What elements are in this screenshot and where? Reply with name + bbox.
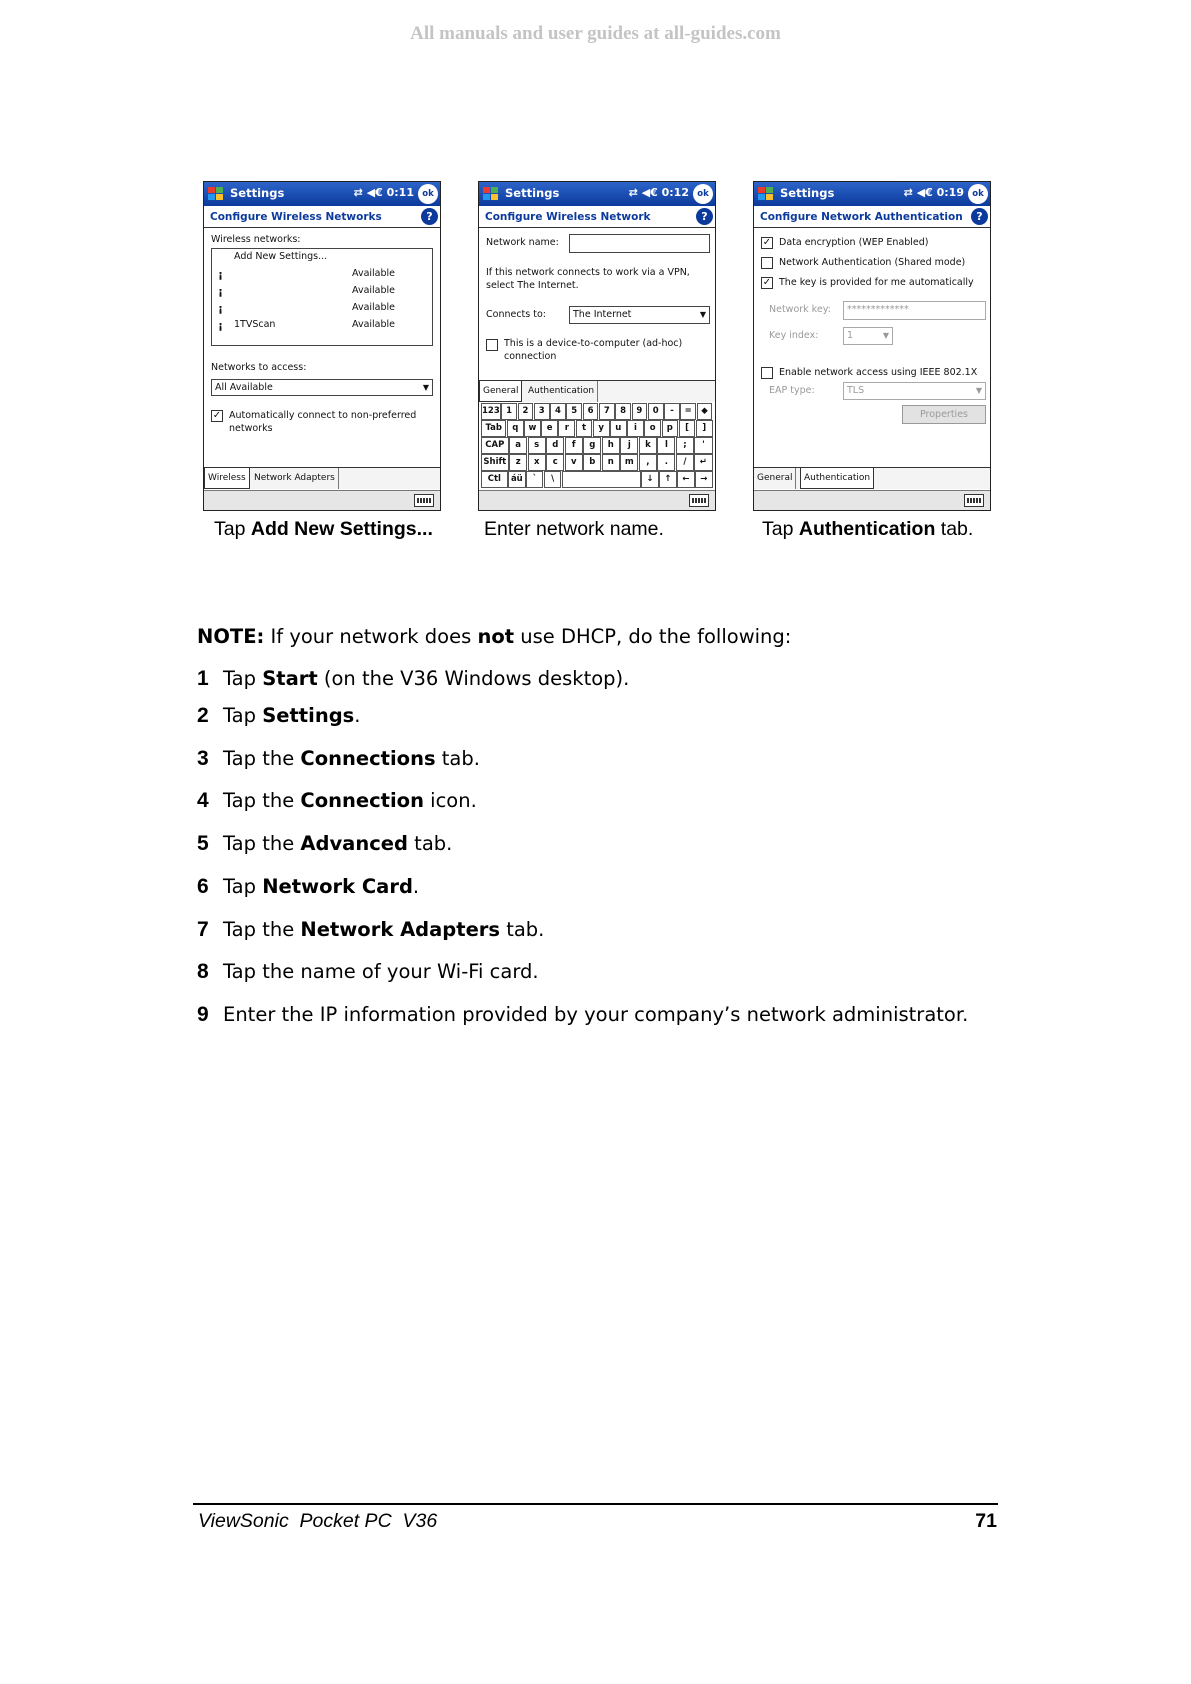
title-bar (754, 182, 990, 206)
adhoc-checkbox[interactable] (486, 339, 498, 351)
step-text-post: . (354, 704, 361, 727)
network-antenna-icon: ¡ (218, 319, 224, 332)
keyboard-key[interactable]: t (576, 420, 593, 437)
network-name: Add New Settings... (234, 251, 328, 262)
note-text: use DHCP, do the following: (514, 625, 792, 648)
step-number: 5 (197, 832, 209, 855)
caption-screen-1 (214, 518, 433, 541)
keyboard-row (481, 454, 713, 471)
data-encryption-checkbox[interactable]: ✓ (762, 237, 772, 248)
adhoc-label: This is a device-to-computer (ad-hoc) (504, 338, 683, 349)
tab-authentication[interactable]: Authentication (525, 381, 598, 402)
arrow-left-key[interactable]: ← (677, 471, 694, 488)
network-key-input[interactable] (843, 301, 986, 320)
keyboard-key[interactable]: q (507, 420, 524, 437)
step-text-bold: Network Card (262, 875, 413, 898)
title-text: Settings (230, 186, 285, 200)
keyboard-icon[interactable] (414, 494, 434, 507)
keyboard-key[interactable]: x (528, 454, 546, 471)
eap-type-label: EAP type: (769, 385, 815, 396)
watermark: All manuals and user guides at all-guides.com (410, 23, 781, 44)
keyboard-icon[interactable] (689, 494, 709, 507)
auto-connect-checkbox[interactable]: ✓ (212, 410, 222, 421)
key-provided-label: The key is provided for me automatically (779, 277, 974, 288)
network-authentication-checkbox[interactable] (761, 257, 773, 269)
status-icons: ⇄ ◀€ 0:12 (628, 186, 689, 199)
caption-bold: Add New Settings... (250, 518, 433, 540)
keyboard-key[interactable]: f (565, 437, 583, 454)
list-item[interactable] (212, 318, 432, 335)
chevron-down-icon: ▼ (699, 310, 706, 319)
arrow-down-key[interactable]: ↓ (641, 471, 658, 488)
keyboard-key[interactable]: 8 (615, 403, 631, 420)
step-number: 4 (197, 789, 209, 812)
screenshot-network-authentication (753, 181, 991, 511)
keyboard-row (481, 437, 713, 454)
keyboard-key[interactable]: áü (508, 471, 525, 488)
page-number: 71 (975, 1510, 997, 1532)
step-text-bold: Settings (262, 704, 355, 727)
keyboard-key[interactable]: g (583, 437, 601, 454)
windows-flag-icon[interactable] (482, 185, 500, 203)
keyboard-key[interactable]: ` (526, 471, 543, 488)
networks-to-access-select[interactable] (211, 379, 433, 396)
step-text (223, 832, 452, 855)
keyboard-key[interactable]: c (546, 454, 564, 471)
screenshot-wireless-networks (203, 181, 441, 511)
network-antenna-icon: ¡ (218, 302, 224, 315)
keyboard-key[interactable]: ] (696, 420, 713, 437)
keyboard-key[interactable]: r (558, 420, 575, 437)
keyboard-key[interactable]: \ (544, 471, 561, 488)
help-icon[interactable]: ? (971, 208, 988, 225)
vpn-hint: If this network connects to work via a VPN, (486, 267, 690, 278)
header-title: Configure Wireless Networks (210, 211, 382, 223)
keyboard-key[interactable]: 9 (632, 403, 648, 420)
help-icon[interactable]: ? (421, 208, 438, 225)
list-item[interactable] (212, 284, 432, 301)
keyboard-key[interactable]: w (524, 420, 541, 437)
keyboard-key[interactable]: = (680, 403, 696, 420)
keyboard-key[interactable]: 7 (599, 403, 615, 420)
keyboard-key[interactable]: [ (679, 420, 696, 437)
title-text: Settings (505, 186, 560, 200)
tab-key[interactable]: Tab (481, 420, 506, 437)
tab-bar (754, 467, 990, 489)
keyboard-key[interactable]: i (627, 420, 644, 437)
step-text-bold: Network Adapters (300, 918, 501, 941)
keyboard-key[interactable]: b (583, 454, 601, 471)
wireless-networks-label: Wireless networks: (211, 234, 301, 245)
chevron-down-icon: ▼ (422, 383, 429, 392)
networks-to-access-label: Networks to access: (211, 362, 307, 373)
page-header (754, 206, 990, 228)
step-number: 1 (197, 667, 209, 690)
step-text (223, 789, 477, 812)
keyboard-key[interactable]: h (602, 437, 620, 454)
ok-button[interactable]: ok (968, 184, 988, 204)
network-name: 1TVScan (234, 319, 276, 330)
network-status: Available (352, 268, 396, 279)
step-number: 6 (197, 875, 209, 898)
step-text-pre: Tap the (223, 789, 301, 812)
keyboard-key[interactable]: 0 (648, 403, 664, 420)
keyboard-key[interactable]: ; (676, 437, 694, 454)
keyboard-row (481, 403, 713, 420)
network-authentication-label: Network Authentication (Shared mode) (779, 257, 966, 268)
enter-key[interactable]: ↵ (694, 454, 712, 471)
properties-button[interactable]: Properties (902, 405, 986, 424)
step-text-pre: Tap the (223, 832, 301, 855)
note-text: If your network does (264, 625, 478, 648)
caption-bold: Authentication (798, 518, 936, 540)
eap-type-value: TLS (847, 385, 865, 396)
vpn-hint: select The Internet. (486, 280, 579, 291)
caps-key[interactable]: CAP (481, 437, 509, 454)
keyboard-key[interactable]: u (610, 420, 627, 437)
tab-bar (204, 467, 440, 489)
step-text-post: tab. (435, 747, 480, 770)
step-text (223, 918, 544, 941)
tab-network-adapters[interactable]: Network Adapters (251, 468, 339, 489)
ieee-label: Enable network access using IEEE 802.1X (779, 367, 978, 378)
networks-list (211, 248, 433, 346)
auto-connect-label: networks (229, 423, 273, 434)
keyboard-key[interactable]: s (528, 437, 546, 454)
keyboard-key[interactable]: z (509, 454, 527, 471)
tab-bar (479, 380, 715, 402)
step-text-pre: Tap the (223, 747, 301, 770)
keyboard-key[interactable]: l (657, 437, 675, 454)
backspace-key[interactable]: ◆ (697, 403, 713, 420)
keyboard-key[interactable]: p (662, 420, 679, 437)
key-index-select[interactable] (843, 327, 893, 345)
step-text-bold: Advanced (300, 832, 408, 855)
network-name-input[interactable] (569, 234, 710, 253)
page-header (479, 206, 715, 228)
adhoc-label: connection (504, 351, 557, 362)
step-text-bold: Connection (300, 789, 424, 812)
caption-text: Tap (214, 518, 251, 540)
network-name-label: Network name: (486, 237, 559, 248)
menu-bar (204, 490, 440, 510)
step-text-post: . (412, 875, 420, 898)
key-provided-checkbox[interactable]: ✓ (762, 277, 772, 288)
step-text (223, 960, 539, 983)
keyboard-row (481, 471, 713, 488)
network-status: Available (352, 319, 396, 330)
step-text-bold: Connections (300, 747, 436, 770)
ieee-checkbox[interactable] (761, 367, 773, 379)
keyboard-key[interactable]: a (509, 437, 527, 454)
step-text-pre: Tap (223, 704, 263, 727)
title-bar (479, 182, 715, 206)
title-text: Settings (780, 186, 835, 200)
page-header (204, 206, 440, 228)
step-number: 3 (197, 747, 209, 770)
keyboard-key[interactable]: ' (694, 437, 712, 454)
footer-divider (193, 1503, 998, 1505)
menu-bar (754, 490, 990, 510)
select-value: The Internet (573, 309, 632, 320)
step-number: 8 (197, 960, 209, 983)
note-paragraph (197, 625, 791, 648)
status-icons: ⇄ ◀€ 0:19 (903, 186, 964, 199)
network-key-label: Network key: (769, 304, 831, 315)
caption-text: Tap (762, 518, 799, 540)
footer-product: ViewSonic Pocket PC V36 (198, 1510, 438, 1532)
caption-screen-2 (484, 518, 664, 541)
keyboard-key[interactable]: 5 (566, 403, 582, 420)
select-value: All Available (215, 382, 273, 393)
title-bar (204, 182, 440, 206)
keyboard-key[interactable]: 123 (481, 403, 501, 420)
keyboard-key[interactable]: 1 (501, 403, 517, 420)
caption-text: Enter network name. (484, 518, 664, 540)
step-number: 7 (197, 918, 209, 941)
connects-to-select[interactable] (569, 306, 710, 324)
keyboard-key[interactable]: k (639, 437, 657, 454)
step-text-pre: Tap (223, 667, 263, 690)
space-key[interactable] (562, 471, 641, 488)
arrow-right-key[interactable]: → (695, 471, 712, 488)
eap-type-select[interactable] (843, 382, 986, 400)
step-number: 9 (197, 1003, 209, 1026)
data-encryption-label: Data encryption (WEP Enabled) (779, 237, 929, 248)
caption-screen-3 (762, 518, 973, 541)
step-text-pre: Tap the name of your Wi-Fi card. (223, 960, 539, 983)
chevron-down-icon: ▼ (975, 386, 982, 395)
keyboard-key[interactable]: e (541, 420, 558, 437)
caption-text: tab. (935, 518, 974, 540)
note-label: NOTE: (197, 625, 265, 648)
keyboard-key[interactable]: 3 (534, 403, 550, 420)
screenshot-wireless-network (478, 181, 716, 511)
keyboard-key[interactable]: . (657, 454, 675, 471)
list-item[interactable] (212, 301, 432, 318)
header-title: Configure Wireless Network (485, 211, 651, 223)
ok-button[interactable]: ok (418, 184, 438, 204)
step-text-post: icon. (423, 789, 477, 812)
help-icon[interactable]: ? (696, 208, 713, 225)
step-text (223, 747, 480, 770)
network-antenna-icon: ¡ (218, 285, 224, 298)
keyboard-key[interactable]: m (620, 454, 638, 471)
tab-general[interactable]: General (479, 381, 522, 402)
tab-authentication[interactable]: Authentication (800, 468, 874, 489)
network-antenna-icon: ¡ (218, 268, 224, 281)
chevron-down-icon: ▼ (882, 331, 889, 340)
status-icons: ⇄ ◀€ 0:11 (353, 186, 414, 199)
step-text (223, 704, 360, 727)
keyboard-key[interactable]: , (639, 454, 657, 471)
key-index-value: 1 (847, 330, 854, 341)
ok-button[interactable]: ok (693, 184, 713, 204)
auto-connect-label: Automatically connect to non-preferred (229, 410, 417, 421)
windows-flag-icon[interactable] (757, 185, 775, 203)
step-text (223, 1003, 968, 1026)
keyboard-key[interactable]: 4 (550, 403, 566, 420)
step-text-post: (on the V36 Windows desktop). (317, 667, 630, 690)
menu-bar (479, 490, 715, 510)
step-text (223, 875, 419, 898)
keyboard-key[interactable]: 6 (583, 403, 599, 420)
soft-keyboard (481, 403, 713, 487)
keyboard-key[interactable]: o (644, 420, 661, 437)
step-text-post: tab. (500, 918, 545, 941)
ctrl-key[interactable]: Ctl (481, 471, 508, 488)
keyboard-key[interactable]: 2 (518, 403, 534, 420)
network-status: Available (352, 302, 396, 313)
keyboard-key[interactable]: v (565, 454, 583, 471)
keyboard-key[interactable]: j (620, 437, 638, 454)
shift-key[interactable]: Shift (481, 454, 509, 471)
step-text-pre: Tap the (223, 918, 301, 941)
step-text-pre: Tap (223, 875, 263, 898)
note-bold: not (477, 625, 515, 648)
header-title: Configure Network Authentication (760, 211, 963, 223)
connects-to-label: Connects to: (486, 309, 546, 320)
keyboard-key[interactable]: y (593, 420, 610, 437)
keyboard-key[interactable]: / (676, 454, 694, 471)
list-item[interactable] (212, 267, 432, 284)
windows-flag-icon[interactable] (207, 185, 225, 203)
step-number: 2 (197, 704, 209, 727)
arrow-up-key[interactable]: ↑ (659, 471, 676, 488)
tab-general[interactable]: General (754, 468, 796, 489)
tab-wireless[interactable]: Wireless (204, 468, 250, 489)
keyboard-row (481, 420, 713, 437)
keyboard-key[interactable]: d (546, 437, 564, 454)
keyboard-icon[interactable] (964, 494, 984, 507)
step-text-bold: Start (262, 667, 318, 690)
network-status: Available (352, 285, 396, 296)
keyboard-key[interactable]: n (602, 454, 620, 471)
step-text (223, 667, 629, 690)
step-text-post: tab. (407, 832, 453, 855)
keyboard-key[interactable]: - (664, 403, 680, 420)
step-text-pre: Enter the IP information provided by your company’s network administrator. (223, 1003, 969, 1026)
network-key-value: ************* (847, 304, 909, 315)
key-index-label: Key index: (769, 330, 819, 341)
list-item[interactable] (212, 250, 432, 267)
